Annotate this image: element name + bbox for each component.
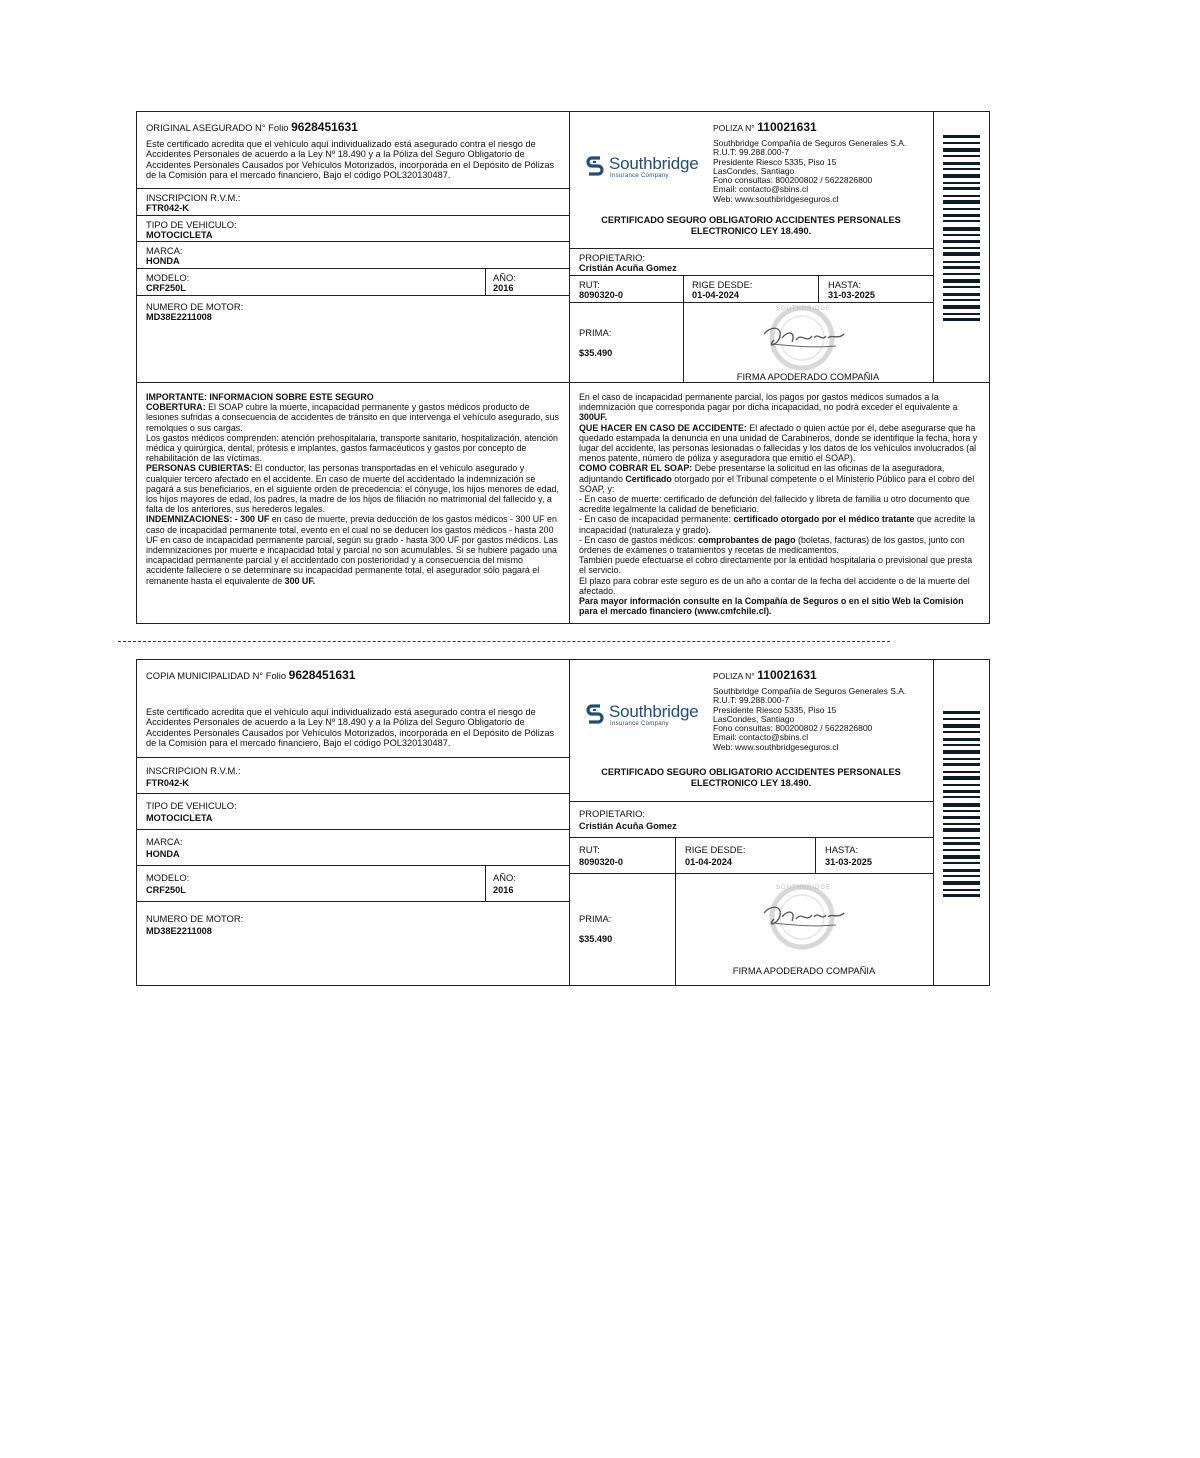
motor-value: MD38E2211008 xyxy=(146,312,212,322)
rige-label: RIGE DESDE: xyxy=(692,279,753,290)
cert-title-line-1: CERTIFICADO SEGURO OBLIGATORIO ACCIDENTES PERSONALES xyxy=(601,767,901,777)
anio-label: AÑO: xyxy=(493,272,516,283)
logo-sub: Insurance Company xyxy=(610,173,669,179)
cert-title-line-1: CERTIFICADO SEGURO OBLIGATORIO ACCIDENTES PERSONALES xyxy=(601,215,901,225)
copia-certificate-intro: Este certificado acredita que el vehículo aquí individualizado está asegurado contra el riesgo de Accidentes Personales de acuerdo a la Ley Nº 18.490 y a la Póliza del Seguro Obligatorio de Accidentes Personales Causados por Vehículos Motorizados, incorporada en el Depósito de Pólizas de la Comisión para el mercado financiero, Bajo el código POL320130487. xyxy=(146,707,555,749)
company-line: Presidente Riesco 5335, Piso 15 xyxy=(713,156,837,167)
copia-hasta-label: HASTA: xyxy=(825,844,859,855)
logo-name: Southbridge xyxy=(609,154,699,173)
tipo-label: TIPO DE VEHICULO: xyxy=(146,219,237,230)
info-item: - En caso de gastos médicos: comprobantes de pago (boletas, facturas) de los gastos, junto con órdenes de exámenes o tratamientos y recetas de medicamentos. xyxy=(579,534,965,556)
info-item: IMPORTANTE: INFORMACION SOBRE ESTE SEGURO xyxy=(146,392,374,402)
copia-inscripcion-value: FTR042-K xyxy=(146,778,189,788)
info-item: También puede efectuarse el cobro directamente por la entidad hospitalaria o previsional que presta el servicio. xyxy=(579,555,973,576)
copia-poliza-line xyxy=(713,670,933,682)
info-item: En el caso de incapacidad permanente parcial, los pagos por gastos médicos sumados a la indemnización que corresponda pagar por dicha incapacidad, no podrá exceder el equivalente a 300UF. xyxy=(579,392,958,423)
company-line: R.U.T: 99.288.000-7 xyxy=(713,695,790,706)
info-item: PERSONAS CUBIERTAS: El conductor, las personas transportadas en el vehículo asegurado y cualquier tercero afectado en el accidente. En caso de muerte del accidentado la indemnización se pagará a sus beneficiarios, en el siguiente orden de precedencia: el cónyuge, los hijos menores de edad, los hijos mayores de edad, los padres, la madre de los hijos de filiación no matrimonial del fallecido y, a falta de los anteriores, sus herederos legales. xyxy=(146,463,559,515)
motor-label: NUMERO DE MOTOR: xyxy=(146,301,244,312)
poliza-label: POLIZA N° xyxy=(713,123,755,133)
copia-folio-number: 9628451631 xyxy=(288,668,356,682)
info-item: COMO COBRAR EL SOAP: Debe presentarse la solicitud en las oficinas de la aseguradora, adjuntando Certificado otorgado por el Tribunal competente o el Ministerio Público para el cobro del SOAP, y: xyxy=(579,463,975,494)
cert-title-line-2: ELECTRONICO LEY 18.490. xyxy=(690,225,812,236)
copia-motor-value: MD38E2211008 xyxy=(146,926,212,936)
copia-folio-line xyxy=(146,670,566,681)
info-left xyxy=(146,392,562,586)
propietario-value: Cristián Acuña Gomez xyxy=(579,263,677,273)
stamp-seal-icon xyxy=(752,304,852,372)
anio-value: 2016 xyxy=(493,283,514,293)
barcode-original xyxy=(943,135,980,349)
poliza-line xyxy=(713,122,933,134)
copia-prima-label: PRIMA: xyxy=(579,913,612,924)
info-item: - En caso de incapacidad permanente: certificado otorgado por el médico tratante que acredite la incapacidad (naturaleza y grado). xyxy=(579,514,976,535)
poliza-number: 110021631 xyxy=(757,120,817,134)
southbridge-logo-icon xyxy=(585,155,605,177)
barcode-copia xyxy=(943,711,980,925)
folio-number: 9628451631 xyxy=(291,120,358,134)
info-item: QUE HACER EN CASO DE ACCIDENTE: El afectado o quien actúe por él, debe asegurarse que ha quedado estampada la denuncia en una unidad de Carabineros, donde se identifique la fecha, hora y lugar del accidente, las personas lesionadas o fallecidas y los datos de los vehículos involucrados (al menos patente, número de póliza y aseguradora que emitió el SOAP). xyxy=(579,422,978,464)
copia-propietario-value: Cristián Acuña Gomez xyxy=(579,821,677,831)
copia-company-info xyxy=(713,687,933,752)
hasta-value: 31-03-2025 xyxy=(828,290,875,300)
certificate-intro: Este certificado acredita que el vehículo aquí individualizado está asegurado contra el riesgo de Accidentes Personales de acuerdo a la Ley Nº 18.490 y a la Póliza del Seguro Obligatorio de Accidentes Personales Causados por Vehículos Motorizados, incorporada en el Depósito de Pólizas de la Comisión para el mercado financiero, Bajo el código POL320130487. xyxy=(146,139,555,181)
folio-line xyxy=(146,122,566,133)
info-item: INDEMNIZACIONES: - 300 UF en caso de muerte, previa deducción de los gastos médicos - 300 UF en caso de incapacidad permanente total, evento en el cual no se deducen los gastos médicos - hasta 200 UF en caso de incapacidad permanente parcial, según su grado - hasta 300 UF por gastos médicos. Las indemnizaciones por muerte e incapacidad total y parcial no son acumulables. Si se hubiere pagado una incapacidad permanente parcial y el accidentado con posterioridad y a consecuencia del mismo accidente falleciere o se determinare su incapacidad permanente total, el asegurador sólo pagará el remanente hasta el equivalente de 300 UF. xyxy=(146,514,558,586)
copia-tipo-label: TIPO DE VEHICULO: xyxy=(146,800,237,811)
firma-label: FIRMA APODERADO COMPAÑIA xyxy=(736,371,880,382)
company-line: Fono consultas: 800200802 / 5622826800 xyxy=(713,723,873,734)
rut-value: 8090320-0 xyxy=(579,290,623,300)
company-line: Web: www.southbridgeseguros.cl xyxy=(713,741,839,752)
copia-rige-label: RIGE DESDE: xyxy=(685,844,746,855)
company-line: Email: contacto@sbins.cl xyxy=(713,732,809,743)
copia-propietario-label: PROPIETARIO: xyxy=(579,808,645,819)
copia-rige-value: 01-04-2024 xyxy=(685,857,732,867)
company-line: Email: contacto@sbins.cl xyxy=(713,184,809,195)
hasta-label: HASTA: xyxy=(828,279,862,290)
company-line: Fono consultas: 800200802 / 5622826800 xyxy=(713,175,873,186)
certificate-title xyxy=(569,215,933,237)
company-line: Southbridge Compañía de Seguros Generales S.A. xyxy=(713,686,907,696)
stamp-text: SOUTHBRIDGE xyxy=(776,885,832,891)
copia-signature-stamp xyxy=(752,883,852,951)
copia-rut-label: RUT: xyxy=(579,844,600,855)
copia-folio-label: COPIA MUNICIPALIDAD N° Folio xyxy=(146,670,287,681)
rut-label: RUT: xyxy=(579,279,600,290)
company-info xyxy=(713,139,933,204)
company-line: Presidente Riesco 5335, Piso 15 xyxy=(713,704,837,715)
copia-inscripcion-label: INSCRIPCION R.V.M.: xyxy=(146,765,241,776)
company-line: R.U.T: 99.288.000-7 xyxy=(713,147,790,158)
company-line: Web: www.southbridgeseguros.cl xyxy=(713,193,839,204)
rige-value: 01-04-2024 xyxy=(692,290,739,300)
logo-sub: Insurance Company xyxy=(610,721,669,727)
folio-label: ORIGINAL ASEGURADO N° Folio xyxy=(146,122,289,133)
copia-marca-value: HONDA xyxy=(146,849,180,859)
copia-modelo-value: CRF250L xyxy=(146,885,186,895)
copia-certificate-title xyxy=(569,767,933,789)
cert-title-line-2: ELECTRONICO LEY 18.490. xyxy=(690,777,812,788)
prima-value: $35.490 xyxy=(579,348,613,358)
copia-marca-label: MARCA: xyxy=(146,836,183,847)
copia-anio-label: AÑO: xyxy=(493,872,516,883)
modelo-label: MODELO: xyxy=(146,272,190,283)
marca-value: HONDA xyxy=(146,256,180,266)
cut-line xyxy=(118,641,890,642)
signature-stamp xyxy=(752,304,852,372)
company-line: LasCondes, Santiago xyxy=(713,165,795,176)
info-item: - En caso de muerte: certificado de defunción del fallecido y libreta de familia u otro documento que acredite legalmente la calidad de beneficiario. xyxy=(579,494,970,515)
info-item: El plazo para cobrar este seguro es de un año a contar de la fecha del accidente o de la muerte del afectado. xyxy=(579,575,970,596)
tipo-value: MOTOCICLETA xyxy=(146,230,213,240)
copia-modelo-label: MODELO: xyxy=(146,872,190,883)
copia-hasta-value: 31-03-2025 xyxy=(825,857,872,867)
copia-anio-value: 2016 xyxy=(493,885,514,895)
copia-rut-value: 8090320-0 xyxy=(579,857,623,867)
inscripcion-label: INSCRIPCION R.V.M.: xyxy=(146,192,241,203)
info-right xyxy=(579,392,981,616)
info-item: Los gastos médicos comprenden: atención prehospitalaria, transporte sanitario, hospitalización, atención médica y quirúrgica, dental, prótesis e implantes, gastos farmacéuticos y gastos por concepto de rehabilitación de las víctimas. xyxy=(146,432,558,464)
company-line: Southbridge Compañía de Seguros Generales S.A. xyxy=(713,138,907,148)
marca-label: MARCA: xyxy=(146,245,183,256)
poliza-label: POLIZA N° xyxy=(713,671,755,681)
copia-firma-label: FIRMA APODERADO COMPAÑIA xyxy=(732,965,876,976)
poliza-number: 110021631 xyxy=(757,668,817,682)
inscripcion-value: FTR042-K xyxy=(146,203,189,213)
info-item: COBERTURA: El SOAP cubre la muerte, incapacidad permanente y gastos médicos producto de lesiones sufridas a consecuencia de accidentes de tránsito en que intervenga el vehículo asegurado, sus remolques o sus cargas. xyxy=(146,402,559,433)
copia-southbridge-logo xyxy=(585,701,700,731)
southbridge-logo-icon xyxy=(585,703,605,725)
copia-tipo-value: MOTOCICLETA xyxy=(146,813,213,823)
prima-label: PRIMA: xyxy=(579,327,612,338)
propietario-label: PROPIETARIO: xyxy=(579,252,645,263)
copia-motor-label: NUMERO DE MOTOR: xyxy=(146,913,244,924)
info-item: Para mayor información consulte en la Compañía de Seguros o en el sitio Web la Comisión para el mercado financiero (www.cmfchile.cl). xyxy=(579,596,964,617)
modelo-value: CRF250L xyxy=(146,283,186,293)
copia-prima-value: $35.490 xyxy=(579,934,613,944)
logo-name: Southbridge xyxy=(609,702,699,721)
company-line: LasCondes, Santiago xyxy=(713,713,795,724)
southbridge-logo xyxy=(585,153,700,183)
stamp-text: SOUTHBRIDGE xyxy=(776,306,832,312)
stamp-seal-icon xyxy=(752,883,852,951)
